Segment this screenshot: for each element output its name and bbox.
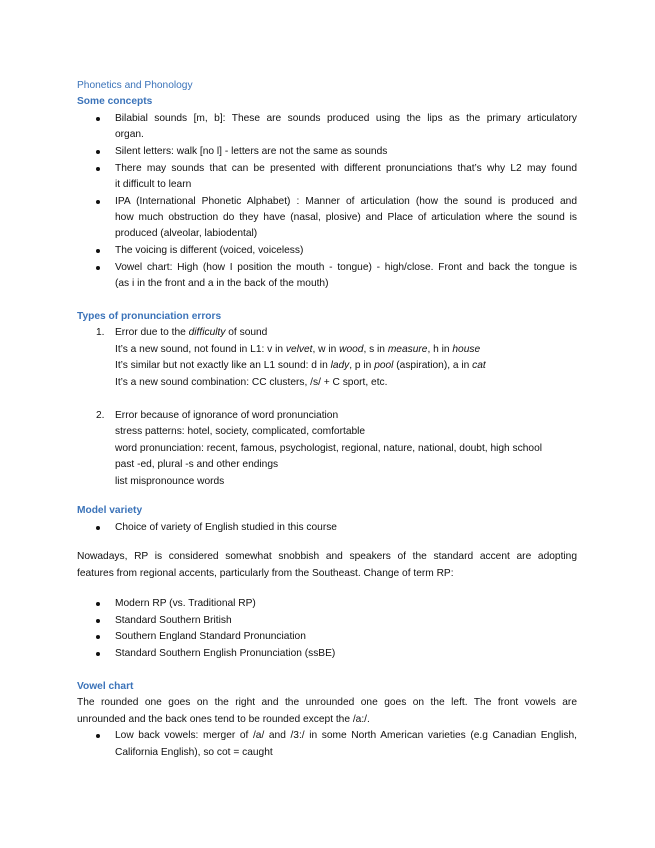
list-item-cont: California English), so cot = caught — [115, 747, 273, 758]
bullet-icon — [96, 117, 100, 121]
list-item-line: stress patterns: hotel, society, complicated, comfortable — [115, 426, 366, 437]
list-item: Standard Southern English Pronunciation (ssBE) — [115, 648, 336, 659]
bullet-icon — [96, 652, 100, 656]
section-heading-model: Model variety — [77, 505, 143, 516]
section-heading-concepts: Some concepts — [77, 96, 153, 107]
list-item: Bilabial sounds [m, b]: These are sounds produced using the lips as the primary articulatory — [115, 113, 577, 124]
list-item: Error due to the difficulty of sound — [115, 327, 268, 338]
list-item: Low back vowels: merger of /a/ and /3:/ in some North American varieties (e.g Canadian English, — [115, 730, 577, 741]
document-title: Phonetics and Phonology — [77, 80, 193, 91]
list-item-line: word pronunciation: recent, famous, psychologist, regional, nature, national, doubt, high school — [115, 443, 543, 454]
list-item-cont: organ. — [115, 129, 144, 140]
bullet-icon — [96, 167, 100, 171]
section-heading-errors: Types of pronunciation errors — [77, 311, 222, 322]
bullet-icon — [96, 734, 100, 738]
list-item: Standard Southern British — [115, 615, 232, 626]
bullet-icon — [96, 249, 100, 253]
bullet-icon — [96, 266, 100, 270]
list-item: Modern RP (vs. Traditional RP) — [115, 598, 256, 609]
list-item-line: list mispronounce words — [115, 476, 225, 487]
bullet-icon — [96, 602, 100, 606]
list-item-line: It’s a new sound combination: CC clusters, /s/ + C sport, etc. — [115, 377, 388, 388]
list-item-line: It’s a new sound, not found in L1: v in velvet, w in wood, s in measure, h in house — [115, 344, 481, 355]
list-item-line: It’s similar but not exactly like an L1 sound: d in lady, p in pool (aspiration), a in cat — [115, 360, 486, 371]
list-item-cont: produced (alveolar, labiodental) — [115, 228, 258, 239]
list-item: Choice of variety of English studied in this course — [115, 522, 337, 533]
bullet-icon — [96, 635, 100, 639]
list-item-line: past -ed, plural -s and other endings — [115, 459, 279, 470]
bullet-icon — [96, 150, 100, 154]
paragraph-line: Nowadays, RP is considered somewhat snobbish and speakers of the standard accent are adopting — [77, 551, 577, 562]
list-item: The voicing is different (voiced, voiceless) — [115, 245, 304, 256]
list-item-cont: it difficult to learn — [115, 179, 192, 190]
paragraph-line: unrounded and the back ones tend to be rounded except the /a:/. — [77, 714, 370, 725]
section-heading-vowel: Vowel chart — [77, 681, 134, 692]
list-number: 2. — [96, 410, 105, 421]
list-item: There may sounds that can be presented with different pronunciations that’s why L2 may found — [115, 163, 577, 174]
list-number: 1. — [96, 327, 105, 338]
bullet-icon — [96, 619, 100, 623]
list-item: Vowel chart: High (how I position the mouth - tongue) - high/close. Front and back the tongue is — [115, 262, 577, 273]
paragraph-line: The rounded one goes on the right and the unrounded one goes on the left. The front vowels are — [77, 697, 577, 708]
bullet-icon — [96, 200, 100, 204]
list-item: Southern England Standard Pronunciation — [115, 631, 306, 642]
list-item-cont: how much obstruction do they have (nasal, plosive) and Place of articulation where the sound is — [115, 212, 577, 223]
list-item-cont: (as i in the front and a in the back of the mouth) — [115, 278, 329, 289]
paragraph-line: features from regional accents, particularly from the Southeast. Change of term RP: — [77, 568, 454, 579]
list-item: IPA (International Phonetic Alphabet) : Manner of articulation (how the sound is produced and — [115, 196, 577, 207]
list-item: Error because of ignorance of word pronunciation — [115, 410, 339, 421]
list-item: Silent letters: walk [no l] - letters are not the same as sounds — [115, 146, 388, 157]
bullet-icon — [96, 526, 100, 530]
